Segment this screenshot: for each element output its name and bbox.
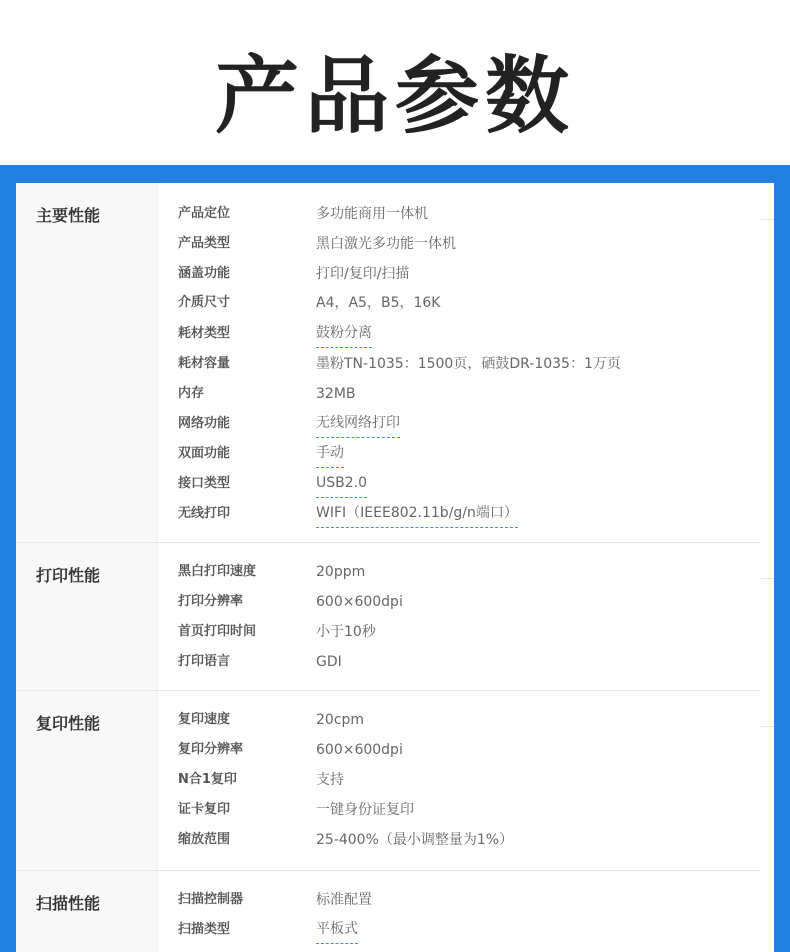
spec-value-link[interactable]: 鼓粉分离 [316,320,372,348]
spec-row [16,499,761,529]
spec-label: 产品类型 [178,236,231,251]
spec-value: 600×600dpi [316,742,403,758]
spec-value-link[interactable]: 手动 [316,440,344,468]
spec-row [16,229,761,259]
spec-label: 复印速度 [178,712,231,727]
spec-value: 25-400%（最小调整量为1%） [316,832,514,848]
spec-label: 涵盖功能 [178,266,231,281]
spec-value: 小于10秒 [316,624,376,640]
spec-value: 20ppm [316,564,366,580]
spec-value: A4，A5，B5，16K [316,295,441,311]
spec-row [16,259,761,289]
spec-row [16,735,761,765]
spec-row [16,199,761,229]
spec-value: 32MB [316,386,356,402]
spec-value-link[interactable]: 平板式 [316,916,358,944]
spec-row [16,557,761,587]
section-title: 扫描性能 [36,894,101,913]
spec-label: 首页打印时间 [178,624,257,639]
section-title: 打印性能 [36,566,101,585]
spec-row [16,319,761,349]
spec-value: 多功能商用一体机 [316,206,428,222]
section-title: 主要性能 [36,206,101,225]
spec-row [16,288,761,318]
spec-value: GDI [316,654,342,670]
spec-row [16,705,761,735]
spec-label: 介质尺寸 [178,295,231,310]
spec-row [16,617,761,647]
spec-label: 耗材容量 [178,356,231,371]
spec-label: 扫描类型 [178,922,231,937]
spec-row [16,587,761,617]
spec-value: 黑白激光多功能一体机 [316,236,456,252]
spec-row [16,795,761,825]
spec-value-link[interactable]: 无线网络打印 [316,410,400,438]
spec-row [16,379,761,409]
spec-label: 缩放范围 [178,832,231,847]
section-print-performance [16,543,774,691]
spec-label: 网络功能 [178,416,231,431]
spec-label: 无线打印 [178,506,231,521]
spec-value: 打印/复印/扫描 [316,266,410,282]
page-header [0,0,790,165]
page-title: 产品参数 [214,47,575,145]
spec-label: N合1复印 [178,772,237,787]
spec-value: 墨粉TN-1035：1500页，硒鼓DR-1035：1万页 [316,356,621,372]
spec-value: 支持 [316,772,344,788]
spec-value: 20cpm [316,712,365,728]
spec-row [16,409,761,439]
spec-row [16,765,761,795]
section-copy-performance [16,691,774,871]
spec-label: 复印分辨率 [178,742,244,757]
spec-label: 双面功能 [178,446,231,461]
section-scan-performance [16,871,774,952]
spec-label: 产品定位 [178,206,231,221]
spec-value-link[interactable]: WIFI（IEEE802.11b/g/n端口） [316,500,518,528]
spec-value: 600×600dpi [316,594,403,610]
spec-value: 一键身份证复印 [316,802,414,818]
spec-row [16,439,761,469]
divider [761,726,774,727]
spec-label: 接口类型 [178,476,231,491]
section-main-performance [16,183,774,543]
spec-row [16,915,761,945]
spec-label: 打印语言 [178,654,231,669]
spec-row [16,825,761,855]
divider [761,578,774,579]
spec-table [16,183,774,952]
spec-frame [0,165,790,952]
spec-row [16,885,761,915]
spec-row [16,647,761,677]
spec-label: 扫描控制器 [178,892,244,907]
spec-row [16,349,761,379]
divider [761,219,774,220]
spec-label: 证卡复印 [178,802,231,817]
spec-label: 打印分辨率 [178,594,244,609]
spec-value-link[interactable]: USB2.0 [316,470,367,498]
spec-label: 黑白打印速度 [178,564,257,579]
spec-row [16,469,761,499]
spec-value: 标准配置 [316,892,372,908]
section-title: 复印性能 [36,714,101,733]
spec-label: 耗材类型 [178,326,231,341]
spec-label: 内存 [178,386,205,401]
